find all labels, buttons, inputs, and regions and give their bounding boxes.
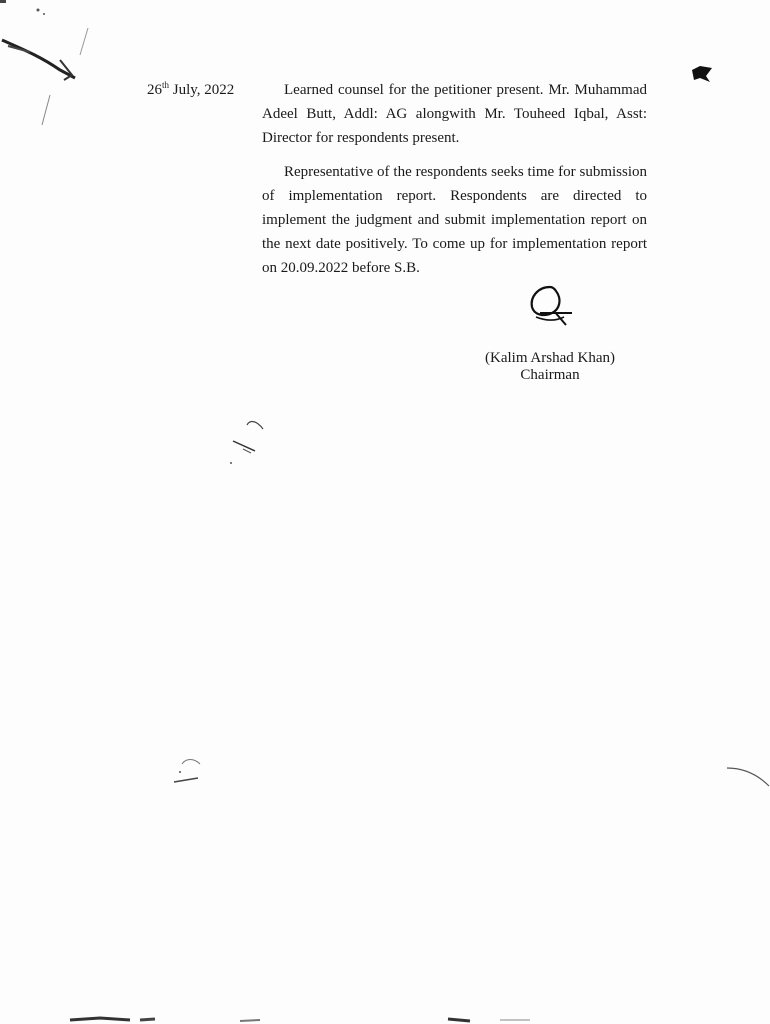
signatory-title: Chairman [520,367,580,383]
paragraph-attendance: Learned counsel for the petitioner present. Mr. Muhammad Adeel Butt, Addl: AG alongwith Mr. Touheed Iqbal, Asst: Director for respondents present. [262,82,647,146]
scan-artifact-bottom-edge [60,1012,710,1024]
signature-mark [526,283,576,329]
scan-artifact-mid-left [225,415,285,470]
signature-block [470,350,630,384]
scan-artifact-right-edge [725,760,770,790]
scan-artifact-top-left [0,0,110,130]
scan-artifact-top-right [690,62,720,86]
order-body [262,78,647,280]
signatory-name: (Kalim Arshad Khan) [485,350,615,366]
scan-artifact-lower-left [168,752,218,792]
order-date: 26th July, 2022 [147,80,235,98]
paragraph-directions: Representative of the respondents seeks time for submission of implementation report. Respondents are directed to implement the judgment and submit implementation report on the next date positively. To come up for implementation report on 20.09.2022 before S.B. [262,164,647,276]
